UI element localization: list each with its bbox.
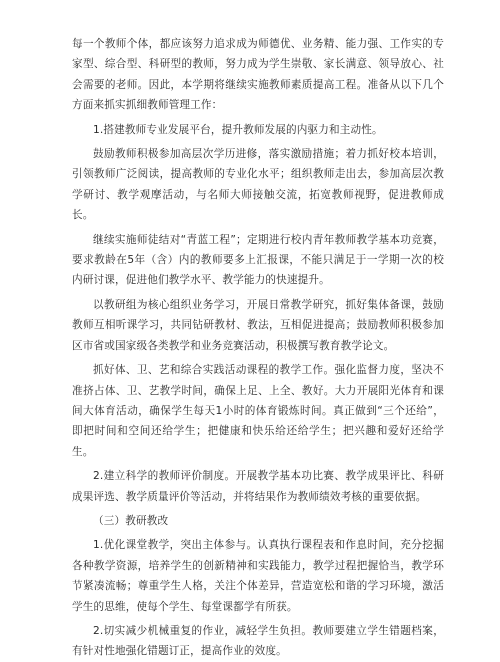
paragraph-classroom-teaching: 1.优化课堂教学，突出主体参与。认真执行课程表和作息时间，充分挖掘各种教学资源，培养学生的创新精神和实践能力，教学过程把握恰当，教学环节紧凑流畅；尊重学生人格，关注个体差异，营造宽松和谐的学习环境，激活学生的思维，使每个学生、每堂课都学有所获。 bbox=[72, 539, 444, 613]
paragraph-item-1-heading: 1.搭建教师专业发展平台，提升教师发展的内驱力和主动性。 bbox=[93, 123, 383, 136]
paragraph-homework: 2.切实减少机械重复的作业，减轻学生负担。教师要建立学生错题档案，有针对性地强化错题订正，提高作业的效度。 bbox=[72, 624, 444, 658]
paragraph-training: 鼓励教师积极参加高层次学历进修，落实激励措施；着力抓好校本培训，引领教师广泛阅读，提高教师的专业化水平；组织教师走出去，参加高层次教学研讨、教学观摩活动，与名师大师接触交流，拓宽教师视野，促进教师成长。 bbox=[72, 148, 444, 222]
section-heading-research-reform: （三）教研教改 bbox=[93, 514, 169, 527]
paragraph-intro: 每一个教师个体，都应该努力追求成为师德优、业务精、能力强、工作实的专家型、综合型、科研型的教师，努力成为学生崇敬、家长满意、领导放心、社会需要的老师。因此，本学期将继续实施教师素质提高工程。准备从以下几个方面来抓实抓细教师管理工作： bbox=[72, 38, 444, 112]
paragraph-teaching-research: 以教研组为核心组织业务学习，开展日常教学研究，抓好集体备课，鼓励教师互相听课学习，共同钻研教材、教法，互相促进提高；鼓励教师积极参加区市省或国家级各类教学和业务竞赛活动，积极撰写教育教学论文。 bbox=[72, 298, 444, 352]
paragraph-pe-arts: 抓好体、卫、艺和综合实践活动课程的教学工作。强化监督力度，坚决不准挤占体、卫、艺教学时间，确保上足、上全、教好。大力开展阳光体育和课间大体育活动，确保学生每天1小时的体育锻炼时间。真正做到“三个还给”，即把时间和空间还给学生；把健康和快乐给还给学生；把兴趣和爱好还给学生。 bbox=[72, 364, 444, 458]
paragraph-mentoring: 继续实施师徒结对“青蓝工程”；定期进行校内青年教师教学基本功竞赛，要求教龄在5年（含）内的教师要多上汇报课，不能只满足于一学期一次的校内研讨课，促进他们教学水平、教学能力的快速提升。 bbox=[72, 233, 444, 287]
paragraph-item-2-evaluation: 2.建立科学的教师评价制度。开展教学基本功比赛、教学成果评比、科研成果评选、教学质量评价等活动，并将结果作为教师绩效考核的重要依据。 bbox=[72, 470, 444, 503]
